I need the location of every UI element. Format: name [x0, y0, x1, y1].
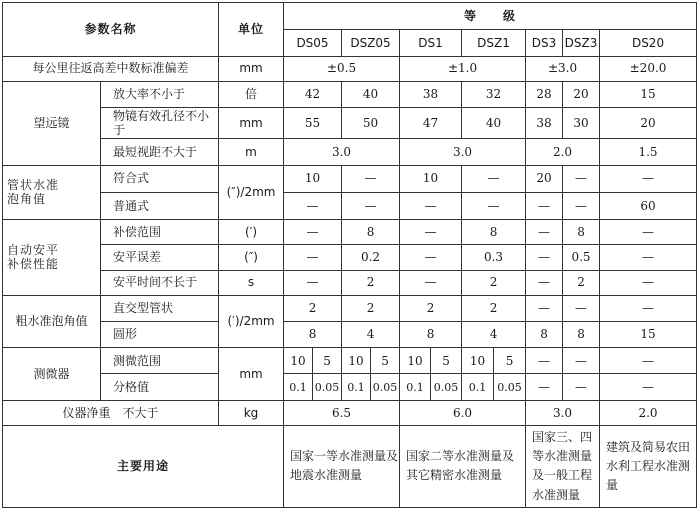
spec-table — [2, 2, 697, 508]
value-cell: — — [600, 270, 697, 295]
value-cell: 38 — [400, 81, 462, 107]
value-cell: 0.05 — [431, 374, 462, 400]
value-cell: — — [526, 295, 563, 321]
value-cell: — — [563, 192, 600, 219]
grade-ds20: DS20 — [600, 30, 697, 56]
value-cell: — — [563, 165, 600, 192]
weight-label: 仪器净重 不大于 — [3, 400, 219, 425]
value-cell: 2.0 — [600, 400, 697, 425]
value-cell: 4 — [342, 321, 400, 347]
value-cell: 20 — [600, 108, 697, 139]
value-cell: — — [526, 270, 563, 295]
value-cell: 2 — [400, 295, 462, 321]
value-cell: 2.0 — [526, 139, 600, 165]
unit-cell: mm — [219, 56, 284, 81]
row-label: 分格值 — [101, 374, 219, 400]
value-cell: 2 — [462, 295, 526, 321]
table-row — [3, 245, 697, 270]
value-cell: 20 — [526, 165, 563, 192]
value-cell: — — [600, 165, 697, 192]
value-cell: 0.1 — [342, 374, 371, 400]
table-row — [3, 295, 697, 321]
table-row — [3, 425, 697, 507]
value-cell: — — [600, 295, 697, 321]
value-cell: 10 — [400, 348, 431, 374]
value-cell: 0.1 — [284, 374, 313, 400]
value-cell: 2 — [342, 295, 400, 321]
table-row — [3, 348, 697, 374]
value-cell: 10 — [284, 348, 313, 374]
value-cell: 6.5 — [284, 400, 400, 425]
value-cell: — — [563, 348, 600, 374]
tube-bubble-group-label — [3, 165, 101, 220]
value-cell: — — [342, 165, 400, 192]
value-cell: 8 — [526, 321, 563, 347]
table-row — [3, 81, 697, 107]
value-cell: 8 — [342, 220, 400, 245]
unit-cell: (″)/2mm — [219, 165, 284, 220]
value-cell: — — [462, 192, 526, 219]
value-cell: 10 — [462, 348, 494, 374]
table-row — [3, 56, 697, 81]
unit-cell: mm — [219, 348, 284, 401]
value-cell: — — [563, 295, 600, 321]
value-cell: 2 — [284, 295, 342, 321]
telescope-group-label: 望远镜 — [3, 81, 101, 165]
value-cell: 50 — [342, 108, 400, 139]
value-cell: 32 — [462, 81, 526, 107]
value-cell: ±20.0 — [600, 56, 697, 81]
usage-cell: 国家一等水准测量及地震水准测量 — [284, 425, 400, 507]
value-cell: — — [563, 374, 600, 400]
value-cell: 8 — [400, 321, 462, 347]
value-cell: 10 — [342, 348, 371, 374]
usage-cell: 国家二等水准测量及其它精密水准测量 — [400, 425, 526, 507]
grade-dsz3: DSZ3 — [563, 30, 600, 56]
row-label: 直交型管状 — [101, 295, 219, 321]
grade-ds05: DS05 — [284, 30, 342, 56]
group-label-line: 补偿性能 — [7, 257, 60, 272]
value-cell: — — [400, 270, 462, 295]
value-cell: 8 — [563, 220, 600, 245]
unit-header: 单位 — [219, 3, 284, 57]
value-cell: 8 — [462, 220, 526, 245]
value-cell: 1.5 — [600, 139, 697, 165]
row-label: 最短视距不大于 — [101, 139, 219, 165]
group-label-line: 管状水准 — [7, 177, 60, 192]
value-cell: 0.1 — [462, 374, 494, 400]
value-cell: — — [284, 245, 342, 270]
value-cell: 0.5 — [563, 245, 600, 270]
value-cell: ±3.0 — [526, 56, 600, 81]
value-cell: — — [342, 192, 400, 219]
value-cell: 20 — [563, 81, 600, 107]
table-row — [3, 139, 697, 165]
unit-cell: m — [219, 139, 284, 165]
usage-cell: 建筑及简易农田水利工程水准测量 — [600, 425, 697, 507]
value-cell: 4 — [462, 321, 526, 347]
value-cell: — — [400, 245, 462, 270]
row-label: 安平时间不长于 — [101, 270, 219, 295]
value-cell: 2 — [342, 270, 400, 295]
table-row — [3, 270, 697, 295]
row-label: 安平误差 — [101, 245, 219, 270]
value-cell: — — [526, 192, 563, 219]
row-label: 圆形 — [101, 321, 219, 347]
group-label-line: 自动安平 — [7, 243, 60, 258]
value-cell: 5 — [494, 348, 526, 374]
value-cell: ±0.5 — [284, 56, 400, 81]
unit-cell: (″) — [219, 245, 284, 270]
value-cell: 15 — [600, 81, 697, 107]
value-cell: 0.3 — [462, 245, 526, 270]
value-cell: — — [462, 165, 526, 192]
usage-cell: 国家三、四等水准测量及一般工程水准测量 — [526, 425, 600, 507]
table-row — [3, 374, 697, 400]
micrometer-group-label: 测微器 — [3, 348, 101, 401]
value-cell: — — [526, 245, 563, 270]
compensator-group-label — [3, 220, 101, 296]
value-cell: 2 — [462, 270, 526, 295]
row-label: 测微范围 — [101, 348, 219, 374]
value-cell: — — [284, 270, 342, 295]
coarse-bubble-group-label: 粗水准泡角值 — [3, 295, 101, 348]
value-cell: 5 — [371, 348, 400, 374]
value-cell: 0.1 — [400, 374, 431, 400]
value-cell: — — [526, 374, 563, 400]
value-cell: — — [284, 192, 342, 219]
unit-cell: mm — [219, 108, 284, 139]
value-cell: 30 — [563, 108, 600, 139]
row-label: 补偿范围 — [101, 220, 219, 245]
unit-cell: kg — [219, 400, 284, 425]
unit-cell: (′)/2mm — [219, 295, 284, 348]
value-cell: 8 — [563, 321, 600, 347]
value-cell: 55 — [284, 108, 342, 139]
value-cell: — — [600, 245, 697, 270]
value-cell: — — [600, 348, 697, 374]
table-row — [3, 400, 697, 425]
value-cell: 6.0 — [400, 400, 526, 425]
value-cell: 40 — [462, 108, 526, 139]
table-row — [3, 192, 697, 219]
table-row — [3, 165, 697, 192]
value-cell: 42 — [284, 81, 342, 107]
value-cell: 3.0 — [284, 139, 400, 165]
row-label: 物镜有效孔径不小于 — [101, 108, 219, 139]
value-cell: 3.0 — [400, 139, 526, 165]
value-cell: 47 — [400, 108, 462, 139]
value-cell: 5 — [431, 348, 462, 374]
row-label: 符合式 — [101, 165, 219, 192]
table-row — [3, 321, 697, 347]
value-cell: 2 — [563, 270, 600, 295]
grade-dsz05: DSZ05 — [342, 30, 400, 56]
unit-cell: s — [219, 270, 284, 295]
value-cell: — — [284, 220, 342, 245]
grade-ds1: DS1 — [400, 30, 462, 56]
std-dev-label: 每公里往返高差中数标准偏差 — [3, 56, 219, 81]
value-cell: 10 — [284, 165, 342, 192]
value-cell: 28 — [526, 81, 563, 107]
value-cell: 8 — [284, 321, 342, 347]
value-cell: 0.05 — [494, 374, 526, 400]
param-name-header: 参数名称 — [3, 3, 219, 57]
grade-header: 等 级 — [284, 3, 697, 30]
value-cell: 38 — [526, 108, 563, 139]
row-label: 普通式 — [101, 192, 219, 219]
table-row — [3, 108, 697, 139]
value-cell: 0.05 — [371, 374, 400, 400]
value-cell: 3.0 — [526, 400, 600, 425]
group-label-line: 泡角值 — [7, 192, 47, 207]
value-cell: 5 — [313, 348, 342, 374]
row-label: 放大率不小于 — [101, 81, 219, 107]
value-cell: — — [400, 192, 462, 219]
unit-cell: 倍 — [219, 81, 284, 107]
value-cell: — — [526, 348, 563, 374]
value-cell: — — [400, 220, 462, 245]
value-cell: 10 — [400, 165, 462, 192]
value-cell: 15 — [600, 321, 697, 347]
table-row — [3, 220, 697, 245]
value-cell: 0.2 — [342, 245, 400, 270]
grade-dsz1: DSZ1 — [462, 30, 526, 56]
value-cell: 60 — [600, 192, 697, 219]
value-cell: 0.05 — [313, 374, 342, 400]
unit-cell: (′) — [219, 220, 284, 245]
value-cell: — — [600, 374, 697, 400]
value-cell: 40 — [342, 81, 400, 107]
usage-label: 主要用途 — [3, 425, 284, 507]
value-cell: ±1.0 — [400, 56, 526, 81]
value-cell: — — [600, 220, 697, 245]
grade-ds3: DS3 — [526, 30, 563, 56]
value-cell: — — [526, 220, 563, 245]
header-row — [3, 3, 697, 30]
